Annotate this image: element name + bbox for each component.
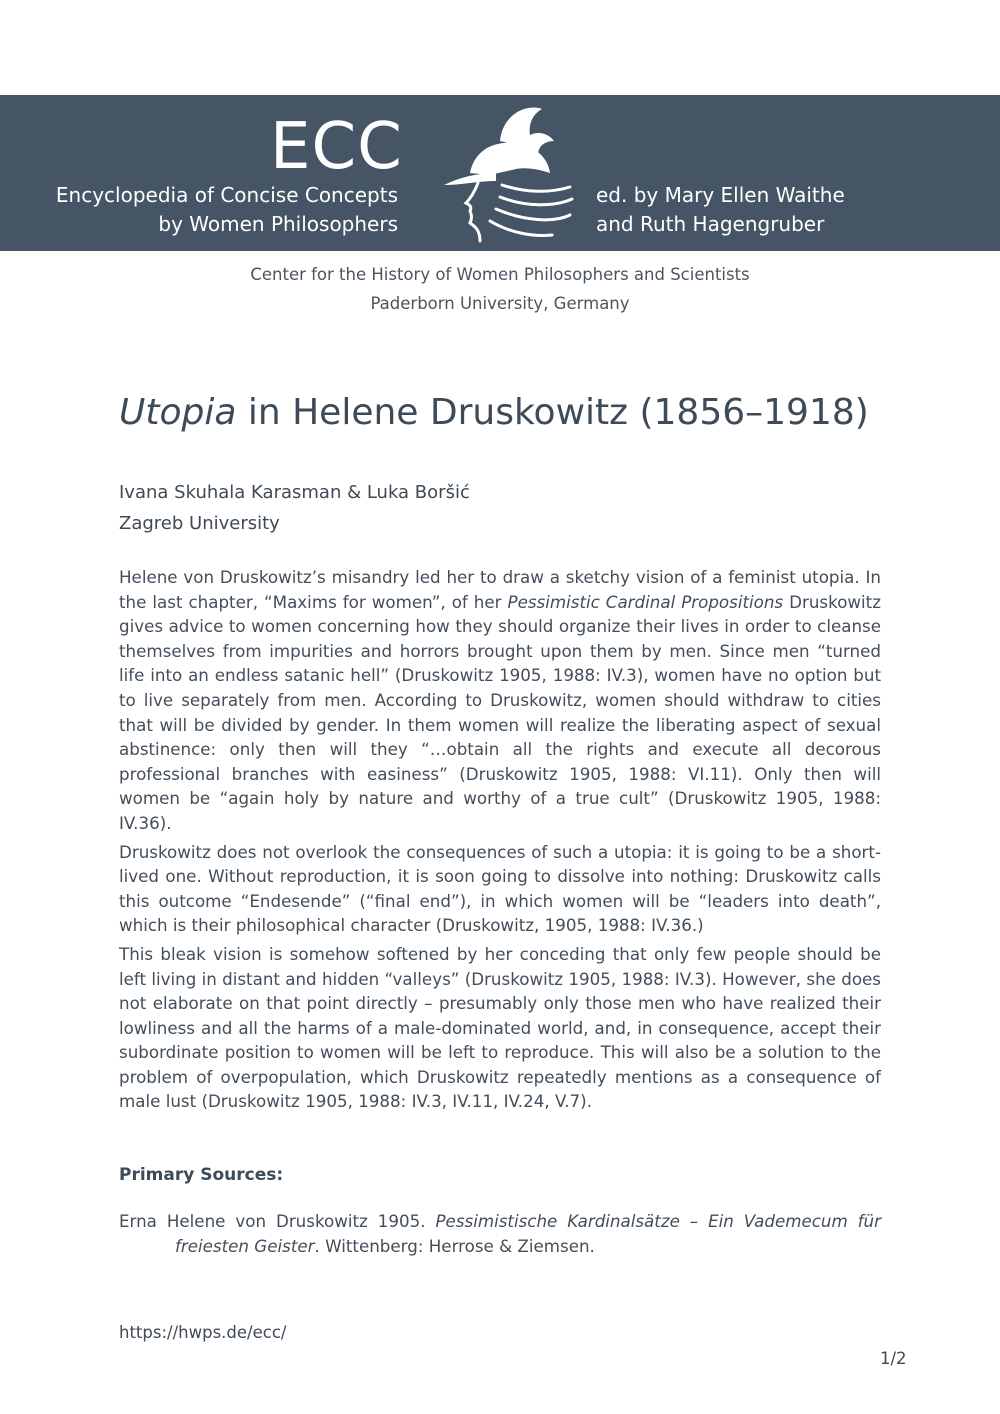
encyclopedia-title-line2: by Women Philosophers	[158, 212, 398, 236]
book-title: Pessimistic Cardinal Propositions	[507, 591, 784, 612]
athena-helmet-profile-icon	[430, 101, 580, 251]
encyclopedia-title	[56, 181, 398, 239]
article-authors: Ivana Skuhala Karasman & Luka Boršić	[119, 482, 470, 503]
paragraph-3: This bleak vision is somehow softened by her conceding that only few people should be left living in distant and hidden “valleys” (Druskowitz 1905, 1988: IV.3). However, she does not elaborate on that point directly – presumably only those men who have realized their lowliness and all the harms of a male-dominated world, and, in consequence, accept their subordinate position to women will be left to reproduce. This will also be a solution to the problem of overpopulation, which Druskowitz repeatedly mentions as a consequence of male lust (Druskowitz 1905, 1988: IV.3, IV.11, IV.24, V.7).	[119, 943, 881, 1112]
footer-url: https://hwps.de/ecc/	[119, 1323, 287, 1342]
paragraph-2: Druskowitz does not overlook the consequences of such a utopia: it is going to be a short-lived one. Without reproduction, it is soon going to dissolve into nothing: Druskowitz calls this outcome “Endesende” (“final end”), in which women will be “leaders into death”, which is their philosophical character (Druskowitz, 1905, 1988: IV.36.)	[119, 841, 881, 936]
paragraph-1: Helene von Druskowitz’s misandry led her to draw a sketchy vision of a feminist utopia. In the last chapter, “Maxims for women”, of her Pessimistic Cardinal Propositions Druskowitz gives advice to women concerning how they should organize their lives in order to cleanse themselves from impurities and horrors brought upon them by men. Since men “turned life into an endless satanic hell” (Druskowitz 1905, 1988: IV.3), women have no option but to live separately from men. According to Druskowitz, women should withdraw to cities that will be divided by gender. In them women will realize the liberating aspect of sexual abstinence: only then will they “…obtain all the rights and execute all decorous professional branches with easiness” (Druskowitz 1905, 1988: VI.11). Only then will women be “again holy by nature and worthy of a true cult” (Druskowitz 1905, 1988: IV.36).	[119, 567, 881, 833]
encyclopedia-title-line1: Encyclopedia of Concise Concepts	[55, 183, 398, 207]
article-title	[119, 392, 869, 433]
editors-line1: ed. by Mary Ellen Waithe	[596, 183, 845, 207]
editors-credit	[596, 181, 845, 239]
primary-sources-heading: Primary Sources:	[119, 1165, 284, 1185]
article-affiliation: Zagreb University	[119, 513, 280, 534]
header-banner	[0, 95, 1000, 251]
editors-line2: and Ruth Hagengruber	[596, 212, 825, 236]
article-title-rest: in Helene Druskowitz (1856–1918)	[236, 392, 869, 433]
institution-location: Paderborn University, Germany	[370, 294, 630, 313]
page-number: 1/2	[880, 1349, 907, 1368]
ecc-acronym: ECC	[270, 110, 403, 184]
primary-source-entry: Erna Helene von Druskowitz 1905. Pessimistische Kardinalsätze – Ein Vademecum für freiesten Geister. Wittenberg: Herrose & Ziemsen.	[119, 1211, 881, 1256]
article-title-italic: Utopia	[119, 392, 237, 433]
source-title: Pessimistische Kardinalsätze – Ein Vademecum für freiesten Geister	[175, 1211, 881, 1256]
institution-name: Center for the History of Women Philosophers and Scientists	[250, 265, 750, 284]
article-body	[119, 565, 881, 1118]
